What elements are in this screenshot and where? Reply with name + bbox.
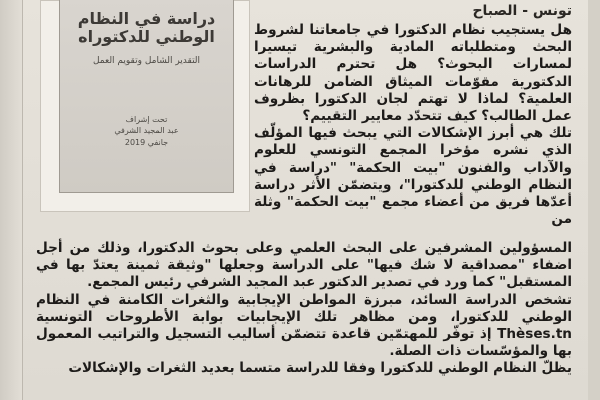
book-title-line-1: دراسة في النظام	[77, 9, 216, 28]
article-paragraph: هل يستجيب نظام الدكتورا في جامعاتنا لشروط البحث ومتطلباته المادية والبشرية تيسيرا لمسارات البحوث؟ هل تحترم الدراسات الدكتورية مقوّمات الميثاق الضامن للرهانات العلمية؟ لماذا لا تهتم لجان الدكتورا بظروف عمل الطالب؟ كيف تتحدّد معايير التقييم؟	[254, 22, 572, 125]
book-author-line-1: تحت إشراف	[125, 115, 168, 124]
page-fold-left	[0, 0, 23, 400]
article-paragraph: المسؤولين المشرفين على البحث العلمي وعلى بحوث الدكتورا، وذلك من أجل اضفاء "مصداقية لا شك فيها" على الدراسة وجعلها "وثيقة ثمينة يعتدّ بها في المستقبل" كما ورد في تصدير الدكتور عبد المجيد الشرفي رئيس المجمع.	[36, 240, 572, 291]
article-paragraph: يظلّ النظام الوطني للدكتورا وفقا للدراسة متسما بعديد الثغرات والإشكالات	[68, 360, 572, 377]
article-lower-column	[36, 240, 572, 378]
page-fold-right	[588, 0, 600, 400]
book-title-line-2: الوطني للدكتوراه	[78, 27, 215, 46]
article-paragraph: تشخص الدراسة السائد، مبرزة المواطن الإيجابية والثغرات الكامنة في النظام الوطني للدكتورا، ومن مظاهر تلك الإيجابيات بوابة الأطروحات التونسية Thèses.tn إذ توفّر للمهتمّين قاعدة تتضمّن أساليب التسجيل والتراتيب المعمول بها والمؤسّسات ذات الصلة.	[36, 291, 572, 360]
book-photo	[40, 0, 250, 212]
article-paragraph: تلك هي أبرز الإشكالات التي يبحث فيها المؤلّف الذي نشره مؤخرا المجمع التونسي للعلوم والآداب والفنون "بيت الحكمة" "دراسة في النظام الوطني للدكتورا"، ويتضمّن الأثر دراسة أعدّها فريق من أعضاء مجمع "بيت الحكمة" وثلة من	[254, 125, 572, 228]
article-dateline: تونس - الصباح	[472, 3, 572, 19]
article-upper-column	[254, 22, 572, 228]
book-year: جانفي 2019	[124, 138, 169, 147]
book-author	[60, 114, 233, 136]
book-subtitle: التقدير الشامل وتقويم العمل	[92, 56, 201, 66]
book-author-line-2: عبد المجيد الشرفي	[114, 126, 179, 135]
book-title	[60, 10, 233, 46]
book-cover	[59, 0, 234, 193]
